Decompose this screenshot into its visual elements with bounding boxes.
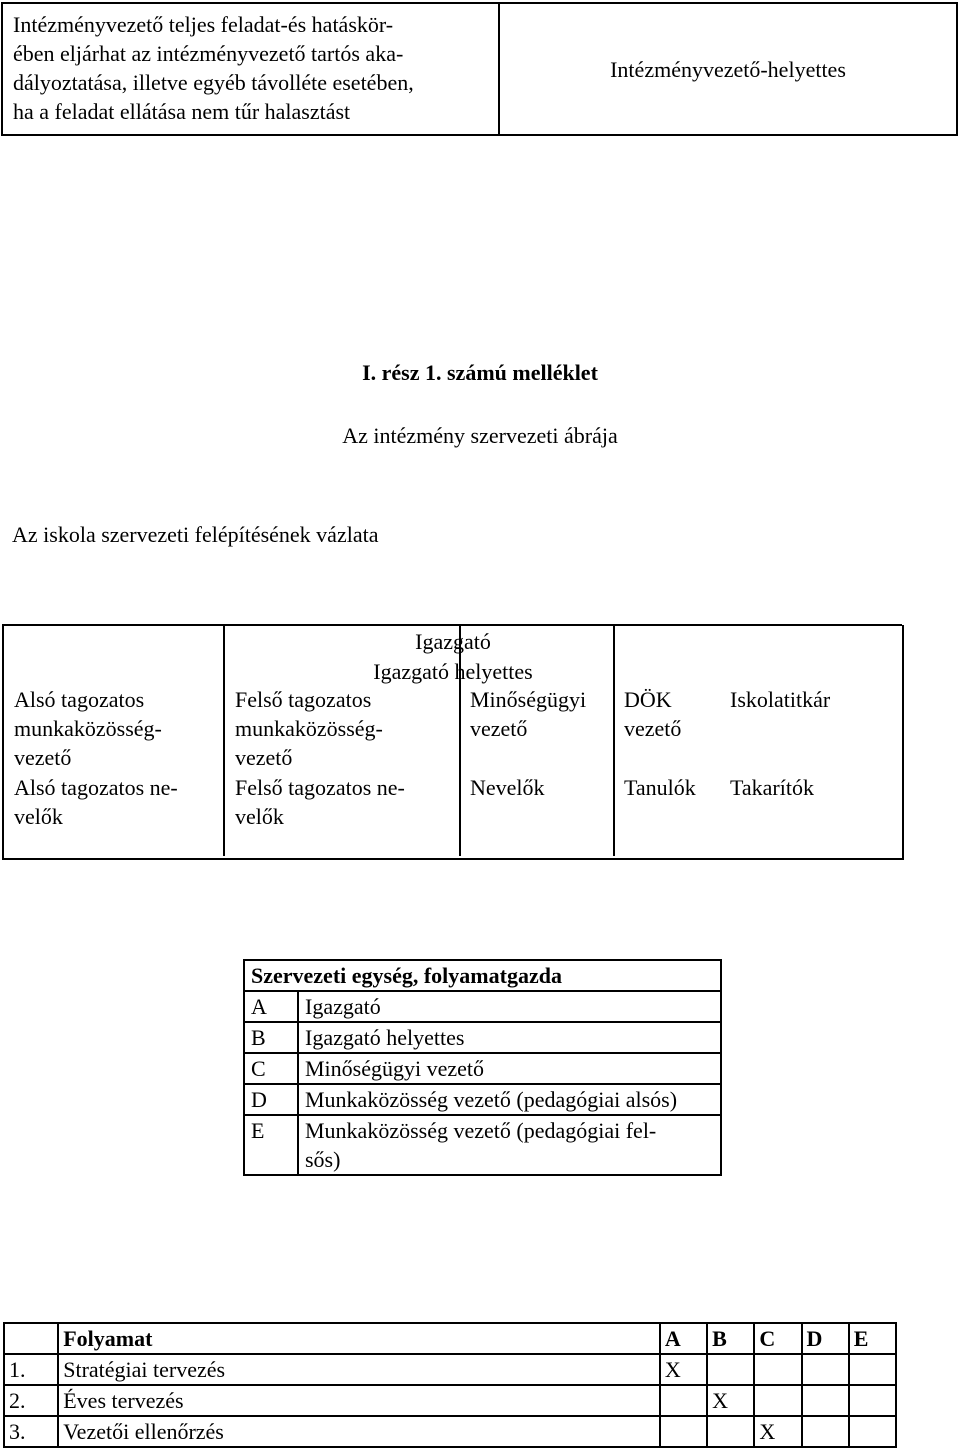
org-head: Igazgató <box>415 629 491 654</box>
org-deputy: Igazgató helyettes <box>373 659 533 684</box>
process-name: Stratégiai tervezés <box>58 1354 660 1385</box>
process-mark <box>849 1385 896 1416</box>
table-row <box>244 1022 721 1053</box>
org-line: vezető <box>14 745 72 770</box>
org-unit-quality-members <box>470 773 545 802</box>
legend-line: Igazgató <box>305 994 381 1019</box>
org-unit-secretary-leader <box>730 685 830 714</box>
table-row <box>4 1385 896 1416</box>
legend-label <box>298 1053 721 1084</box>
table-row <box>244 1084 721 1115</box>
legend-label <box>298 1115 721 1175</box>
delegation-table <box>1 2 958 136</box>
process-mark <box>849 1354 896 1385</box>
process-table <box>3 1322 897 1448</box>
org-chart-title: Az intézmény szervezeti ábrája <box>342 423 618 448</box>
org-divider <box>459 625 461 856</box>
org-line: vezető <box>235 745 293 770</box>
org-line: velők <box>14 804 63 829</box>
delegation-line: ében eljárhat az intézményvezető tartós aka- <box>13 41 404 66</box>
delegation-description-cell <box>2 3 499 135</box>
legend-label <box>298 1084 721 1115</box>
org-line: DÖK <box>624 687 672 712</box>
process-col-header: C <box>754 1323 801 1354</box>
legend-line: Munkaközösség vezető (pedagógiai alsós) <box>305 1087 678 1112</box>
annex-title: I. rész 1. számú melléklet <box>362 360 598 385</box>
table-row <box>244 960 721 991</box>
process-num: 2. <box>4 1385 58 1416</box>
org-line: munkaközösség- <box>14 716 162 741</box>
process-mark <box>707 1416 754 1447</box>
org-unit-upper-members <box>235 773 405 831</box>
org-divider <box>223 625 225 856</box>
process-name: Vezetői ellenőrzés <box>58 1416 660 1447</box>
legend-letter: E <box>244 1115 298 1175</box>
legend-line: sős) <box>305 1147 341 1172</box>
org-line: munkaközösség- <box>235 716 383 741</box>
delegation-line: ha a feladat ellátása nem tűr halasztást <box>13 99 351 124</box>
legend-letter: A <box>244 991 298 1022</box>
legend-table <box>243 959 722 1176</box>
table-row <box>244 1115 721 1175</box>
process-col-header: D <box>802 1323 849 1354</box>
table-row <box>4 1354 896 1385</box>
legend-line: Munkaközösség vezető (pedagógiai fel- <box>305 1118 657 1143</box>
legend-header: Szervezeti egység, folyamatgazda <box>244 960 721 991</box>
process-mark <box>707 1354 754 1385</box>
org-line: vezető <box>470 716 528 741</box>
process-mark <box>754 1354 801 1385</box>
org-line: Felső tagozatos <box>235 687 372 712</box>
process-mark <box>849 1416 896 1447</box>
process-num-header <box>4 1323 58 1354</box>
process-mark <box>660 1385 707 1416</box>
delegation-line: Intézményvezető teljes feladat-és hatáskör- <box>13 12 394 37</box>
process-col-header: B <box>707 1323 754 1354</box>
delegation-line: dályoztatása, illetve egyéb távolléte esetében, <box>13 70 414 95</box>
process-mark <box>754 1385 801 1416</box>
org-divider <box>613 625 615 856</box>
org-line: Alsó tagozatos <box>14 687 145 712</box>
legend-line: Igazgató helyettes <box>305 1025 465 1050</box>
org-line: Tanulók <box>624 775 696 800</box>
table-row <box>4 1416 896 1447</box>
legend-label <box>298 1022 721 1053</box>
process-mark: X <box>754 1416 801 1447</box>
org-unit-student-leader <box>624 685 681 743</box>
org-line: Alsó tagozatos ne- <box>14 775 178 800</box>
org-chart <box>2 625 904 860</box>
org-line: Felső tagozatos ne- <box>235 775 405 800</box>
process-num: 3. <box>4 1416 58 1447</box>
process-name: Éves tervezés <box>58 1385 660 1416</box>
process-mark <box>660 1416 707 1447</box>
org-line: vezető <box>624 716 682 741</box>
table-row <box>2 3 957 135</box>
legend-letter: C <box>244 1053 298 1084</box>
table-row <box>244 991 721 1022</box>
legend-label <box>298 991 721 1022</box>
org-line: Iskolatitkár <box>730 687 831 712</box>
process-mark: X <box>707 1385 754 1416</box>
process-col-header: A <box>660 1323 707 1354</box>
table-row <box>244 1053 721 1084</box>
org-unit-quality-leader <box>470 685 586 743</box>
process-mark <box>802 1416 849 1447</box>
process-mark: X <box>660 1354 707 1385</box>
process-mark <box>802 1385 849 1416</box>
process-col-header: E <box>849 1323 896 1354</box>
org-unit-upper-leader <box>235 685 383 772</box>
legend-letter: B <box>244 1022 298 1053</box>
delegate-role-cell: Intézményvezető-helyettes <box>499 3 957 135</box>
org-line: Nevelők <box>470 775 545 800</box>
org-unit-secretary-members <box>730 773 814 802</box>
table-header-row <box>4 1323 896 1354</box>
legend-letter: D <box>244 1084 298 1115</box>
org-line: Minőségügyi <box>470 687 587 712</box>
org-unit-lower-members <box>14 773 178 831</box>
process-num: 1. <box>4 1354 58 1385</box>
org-unit-lower-leader <box>14 685 162 772</box>
legend-line: Minőségügyi vezető <box>305 1056 485 1081</box>
org-unit-student-members <box>624 773 696 802</box>
org-line: Takarítók <box>730 775 814 800</box>
process-mark <box>802 1354 849 1385</box>
process-name-header: Folyamat <box>58 1323 660 1354</box>
structure-sketch-title: Az iskola szervezeti felépítésének vázlata <box>12 522 379 547</box>
org-line: velők <box>235 804 284 829</box>
